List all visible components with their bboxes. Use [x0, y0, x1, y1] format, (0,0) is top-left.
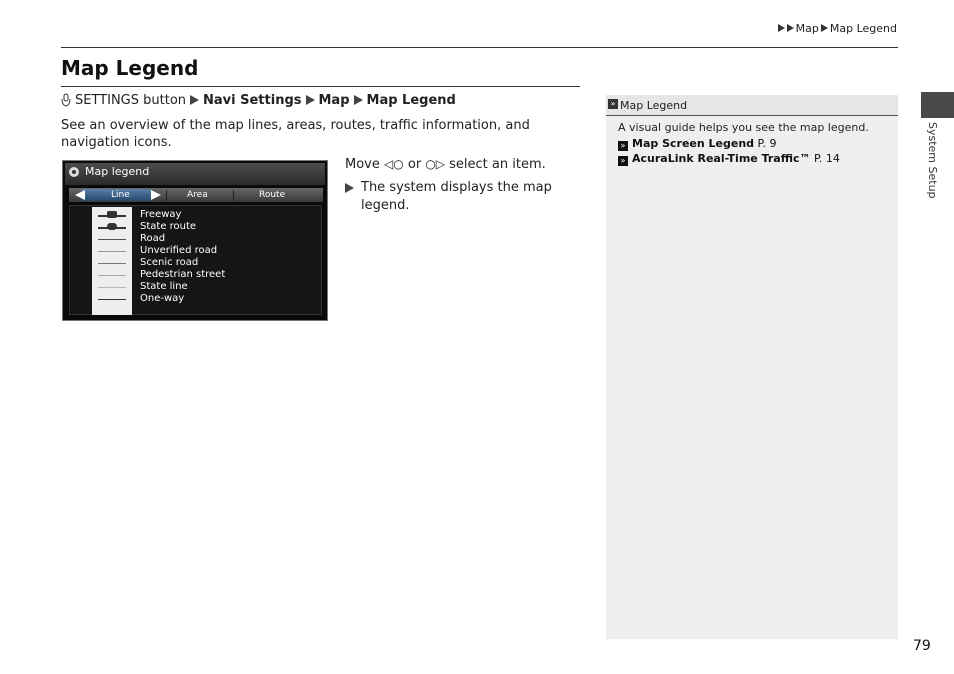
triangle-icon [190, 95, 199, 105]
ref-label: Map Screen Legend [632, 137, 755, 150]
gear-icon [69, 167, 79, 177]
triangle-icon [345, 183, 354, 193]
path-step-map: Map [318, 93, 350, 108]
triangle-icon [306, 95, 315, 105]
legend-item: Road [140, 233, 166, 244]
note-panel [606, 95, 898, 639]
legend-item: One-way [140, 293, 185, 304]
knob-left-icon: ◁○ [384, 157, 404, 171]
legend-item: Freeway [140, 209, 182, 220]
triangle-icon [778, 24, 785, 32]
tab-area: Area [187, 190, 208, 200]
result-text: The system displays the map legend. [361, 180, 552, 213]
menu-path [61, 93, 456, 108]
note-description: A visual guide helps you see the map legend. [618, 121, 869, 134]
breadcrumb-item-map-legend: Map Legend [829, 22, 897, 35]
legend-item: State line [140, 281, 188, 292]
ref-link-acuralink-traffic[interactable] [618, 152, 840, 166]
title-rule [61, 86, 580, 87]
chapter-label: System Setup [926, 122, 939, 199]
legend-item: Pedestrian street [140, 269, 226, 280]
ref-page: P. 9 [757, 137, 777, 150]
freeway-shield-icon [107, 211, 117, 218]
header-rule [61, 47, 898, 48]
move-instruction [345, 157, 546, 172]
cross-reference-icon: » [618, 156, 628, 166]
tab-separator [166, 190, 167, 201]
pedestrian-street-line [98, 275, 126, 276]
one-way-line [98, 299, 126, 300]
path-step-navi-settings: Navi Settings [203, 93, 302, 108]
state-line-line [98, 287, 126, 288]
or-word: or [407, 157, 422, 172]
move-word: Move [345, 157, 380, 172]
note-marker-icon: » [608, 99, 618, 109]
legend-item: Unverified road [140, 245, 218, 256]
knob-right-icon: ○▷ [425, 157, 446, 171]
chapter-tab [921, 92, 954, 118]
breadcrumb [778, 22, 897, 35]
scenic-road-line [98, 263, 126, 264]
ref-link-map-screen-legend[interactable] [618, 137, 776, 151]
map-legend-screen [62, 160, 328, 321]
breadcrumb-item-map: Map [795, 22, 819, 35]
intro-text: See an overview of the map lines, areas, routes, traffic information, and navigation icons. [61, 118, 530, 150]
tab-line: Line [111, 190, 130, 200]
cross-reference-icon: » [618, 141, 628, 151]
legend-item: Scenic road [140, 257, 199, 268]
state-route-shield-icon [107, 223, 117, 230]
triangle-icon [354, 95, 363, 105]
screen-title: Map legend [85, 165, 150, 178]
road-line [98, 239, 126, 240]
tab-separator [233, 190, 234, 201]
legend-item: State route [140, 221, 197, 232]
path-start: SETTINGS button [75, 93, 187, 108]
note-title: Map Legend [620, 99, 688, 112]
select-text: select an item. [449, 157, 546, 172]
arrow-right-icon [151, 190, 161, 200]
path-step-map-legend: Map Legend [366, 93, 456, 108]
ref-page: P. 14 [814, 152, 840, 165]
tab-route: Route [259, 190, 286, 200]
arrow-left-icon [75, 190, 85, 200]
page-number: 79 [913, 638, 931, 654]
page-title: Map Legend [61, 56, 199, 80]
ref-label: AcuraLink Real-Time Traffic™ [632, 152, 811, 165]
unverified-road-line [98, 251, 126, 252]
interface-dial-icon [61, 93, 71, 107]
triangle-icon [787, 24, 794, 32]
triangle-icon [821, 24, 828, 32]
